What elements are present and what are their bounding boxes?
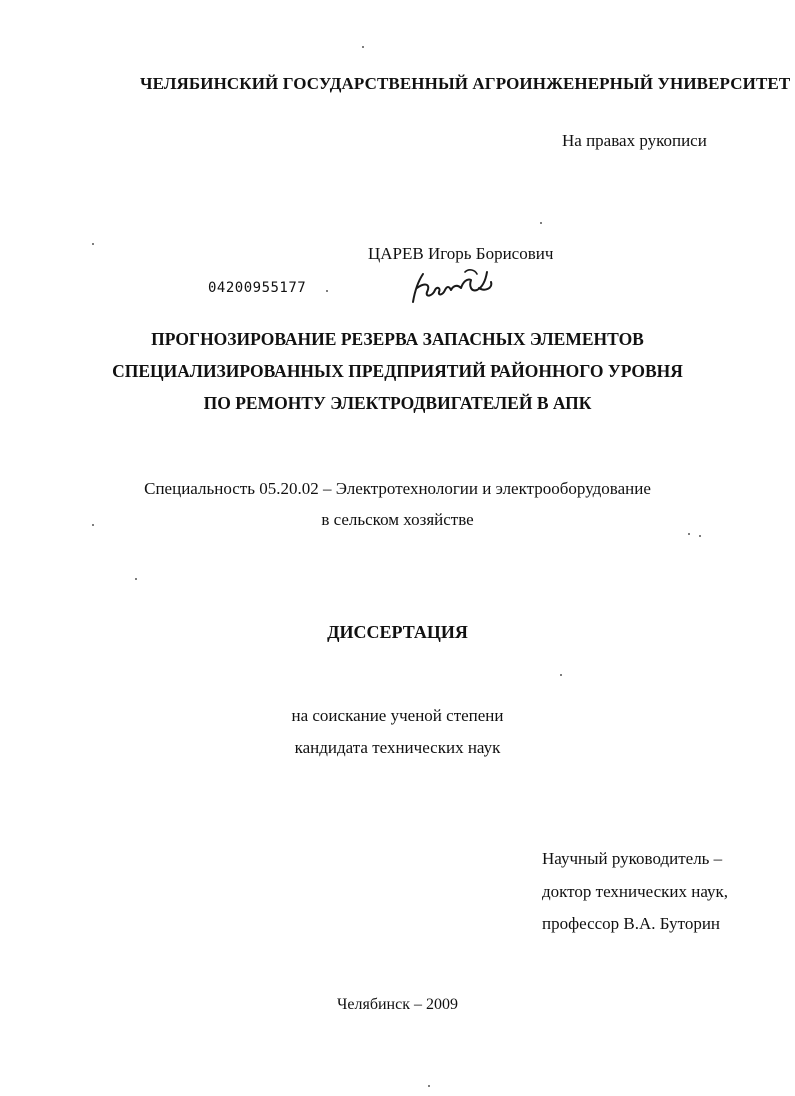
supervisor-line-3: профессор В.А. Буторин [542,914,721,933]
author-name: ЦАРЕВ Игорь Борисович [368,244,554,263]
title-line-2: СПЕЦИАЛИЗИРОВАННЫХ ПРЕДПРИЯТИЙ РАЙОННОГО УРОВНЯ [112,361,683,381]
degree-line-2: кандидата технических наук [294,738,501,757]
scan-speck [688,533,690,535]
handwritten-signature [405,262,500,310]
city-year: Челябинск – 2009 [337,996,458,1013]
document-type: ДИССЕРТАЦИЯ [327,622,468,642]
title-line-1: ПРОГНОЗИРОВАНИЕ РЕЗЕРВА ЗАПАСНЫХ ЭЛЕМЕНТОВ [151,329,644,349]
scan-speck [135,578,137,580]
scan-speck [428,1085,430,1087]
manuscript-rights-note: На правах рукописи [562,131,707,150]
scan-speck [326,290,328,292]
scan-speck [92,524,94,526]
specialty-line-2: в сельском хозяйстве [321,510,474,529]
university-name: ЧЕЛЯБИНСКИЙ ГОСУДАРСТВЕННЫЙ АГРОИНЖЕНЕРНЫЙ УНИВЕРСИТЕТ [140,74,791,93]
scan-speck [362,46,364,48]
scan-speck [560,674,562,676]
scan-speck [92,243,94,245]
scan-speck [699,535,701,537]
scan-speck [540,222,542,224]
specialty-line-1: Специальность 05.20.02 – Электротехнологии и электрооборудование [144,479,651,498]
supervisor-line-1: Научный руководитель – [542,849,723,868]
registration-number: 04200955177 [208,280,307,296]
title-line-3: ПО РЕМОНТУ ЭЛЕКТРОДВИГАТЕЛЕЙ В АПК [203,393,592,413]
supervisor-line-2: доктор технических наук, [542,882,729,901]
degree-line-1: на соискание ученой степени [291,706,504,725]
